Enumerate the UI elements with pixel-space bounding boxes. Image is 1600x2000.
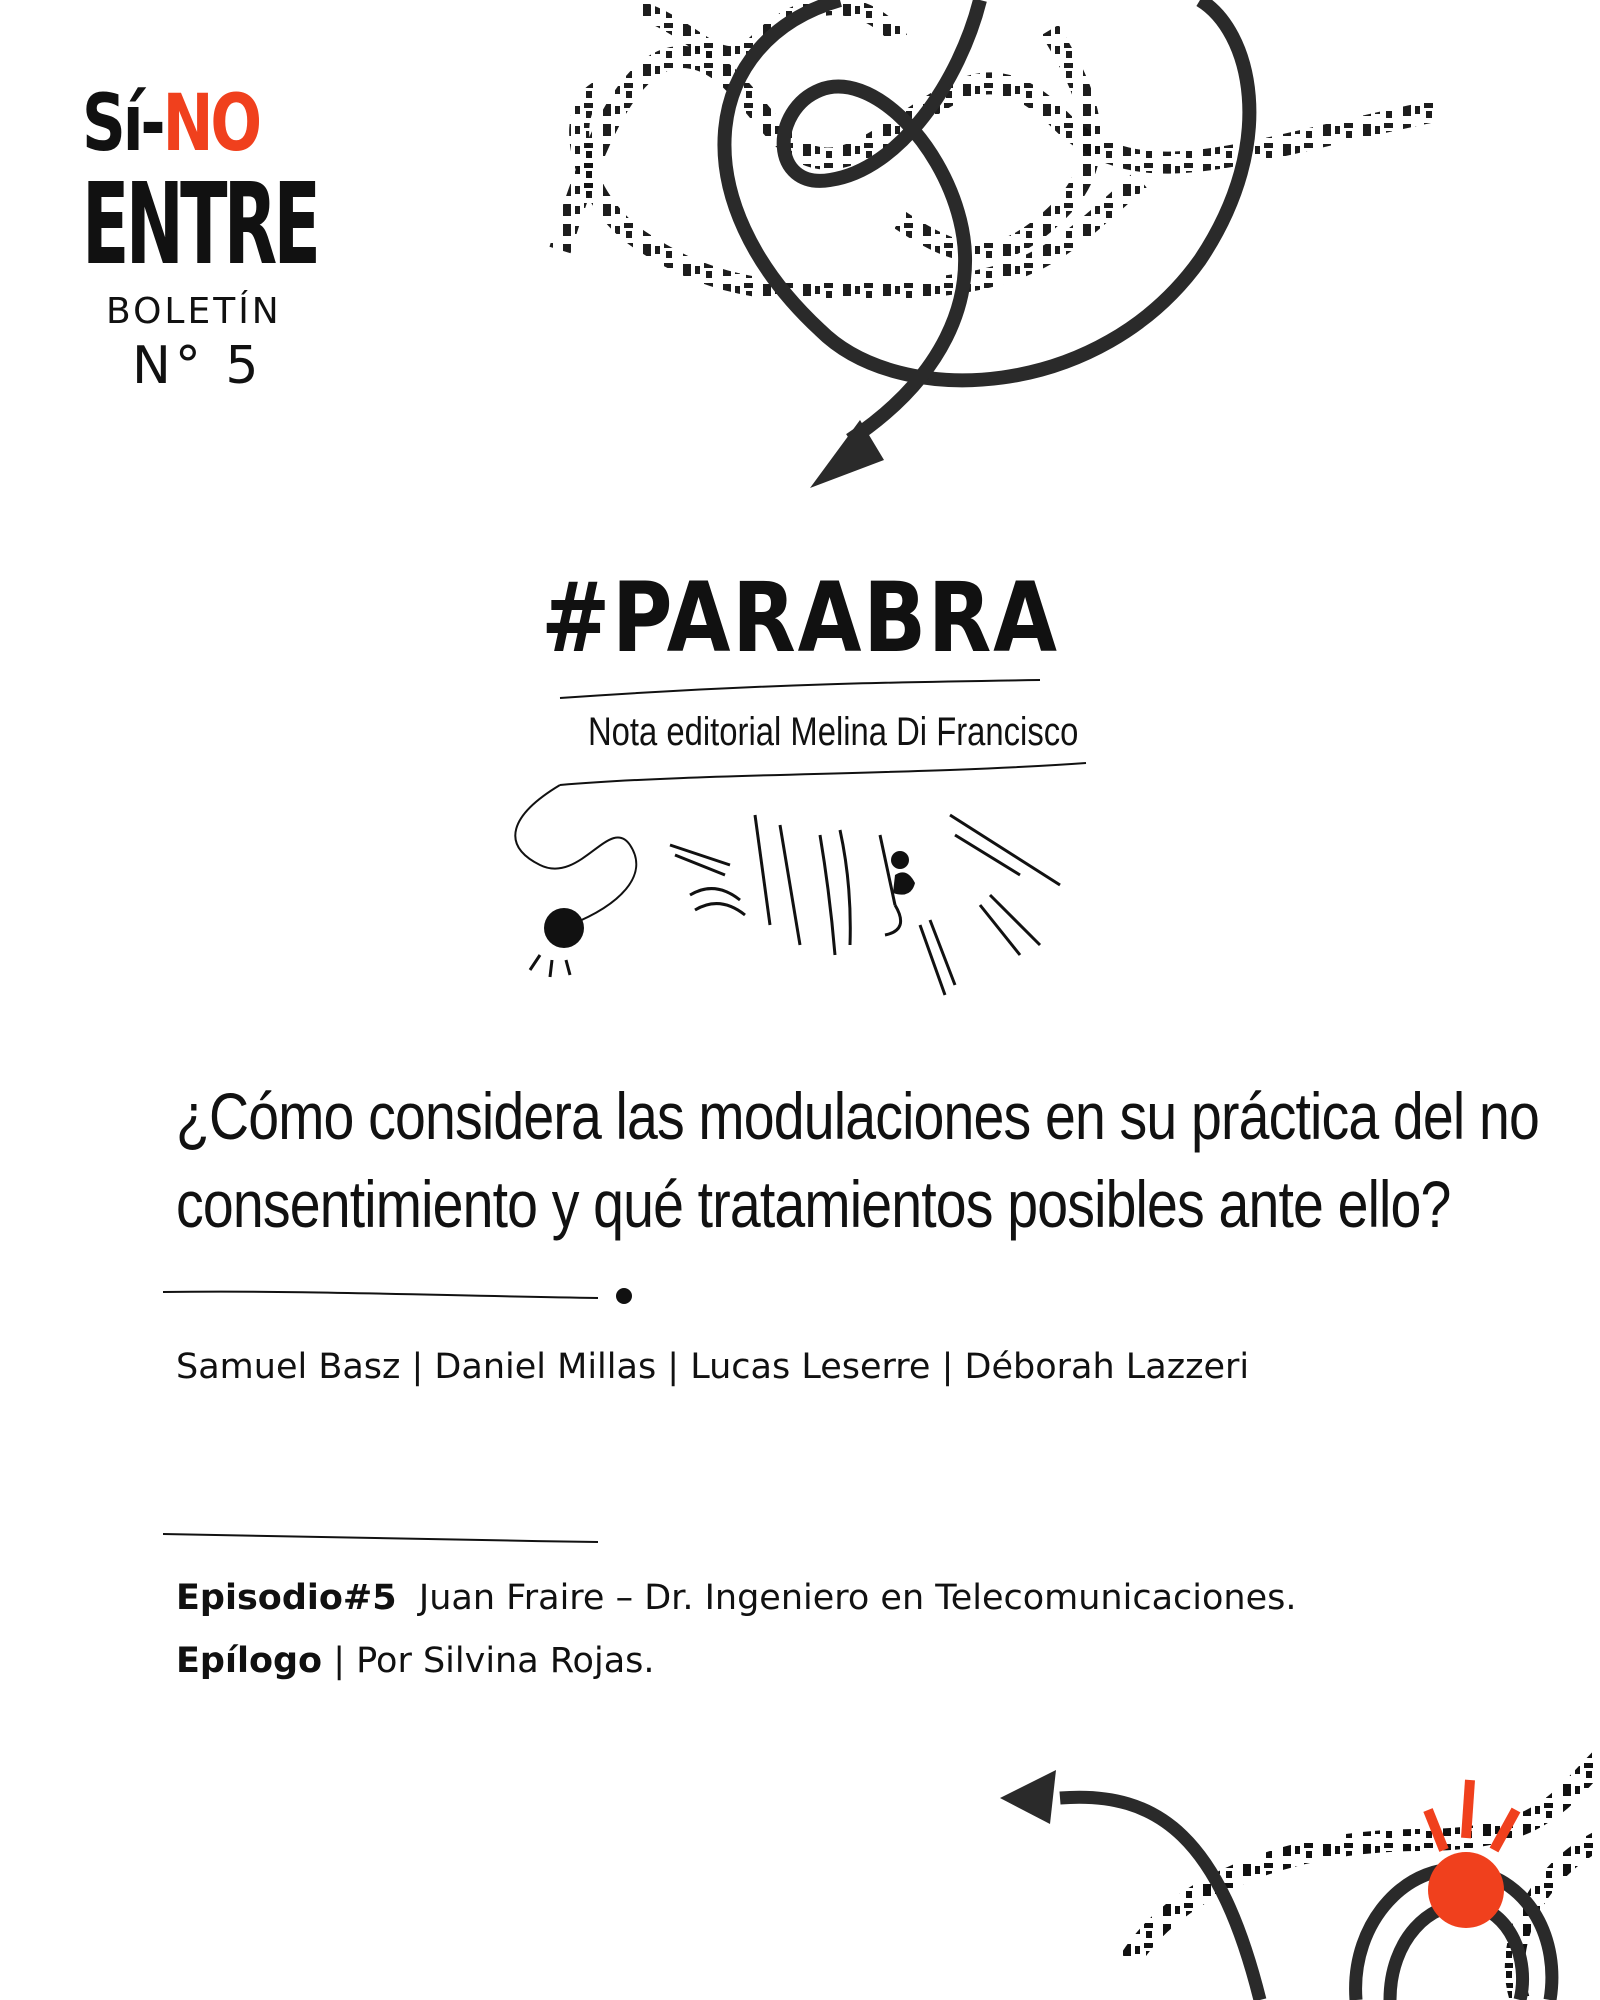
- epilogue-text: | Por Silvina Rojas.: [333, 1641, 655, 1681]
- question-line-1: ¿Cómo considera las modulaciones en su práctica del no: [176, 1079, 1539, 1153]
- bottom-arrow-illustration: [1000, 1720, 1600, 2000]
- episode-divider: [0, 1520, 1600, 1550]
- episode-label: Episodio#5: [176, 1578, 397, 1618]
- question-line-2: consentimiento y qué tratamientos posibles ante ello?: [176, 1167, 1451, 1241]
- epilogue-line: [176, 1641, 655, 1681]
- epilogue-label: Epílogo: [176, 1641, 323, 1681]
- logo-entre-text: ENTRE: [82, 160, 318, 290]
- editorial-note: Nota editorial Melina Di Francisco: [588, 710, 1079, 754]
- hashtag-title: [0, 562, 1600, 674]
- logo-boletin-text: BOLETÍN: [106, 291, 282, 332]
- episode-line: [176, 1578, 1297, 1618]
- hashtag-title-text: #PARABRA: [541, 562, 1059, 674]
- episode-text: Juan Fraire – Dr. Ingeniero en Telecomunicaciones.: [418, 1578, 1297, 1618]
- logo-si-no: [82, 79, 269, 169]
- logo-number-text: N° 5: [132, 336, 263, 396]
- main-question: [176, 1072, 1539, 1248]
- newsletter-logo: [82, 79, 322, 396]
- logo-si-text: Sí-: [82, 79, 163, 169]
- authors-list: Samuel Basz | Daniel Millas | Lucas Leserre | Déborah Lazzeri: [176, 1347, 1250, 1387]
- logo-no-text: NO: [162, 79, 259, 169]
- question-divider: [0, 1270, 1600, 1310]
- word-burst-illustration: [500, 755, 1100, 1015]
- title-underline: [0, 670, 1600, 710]
